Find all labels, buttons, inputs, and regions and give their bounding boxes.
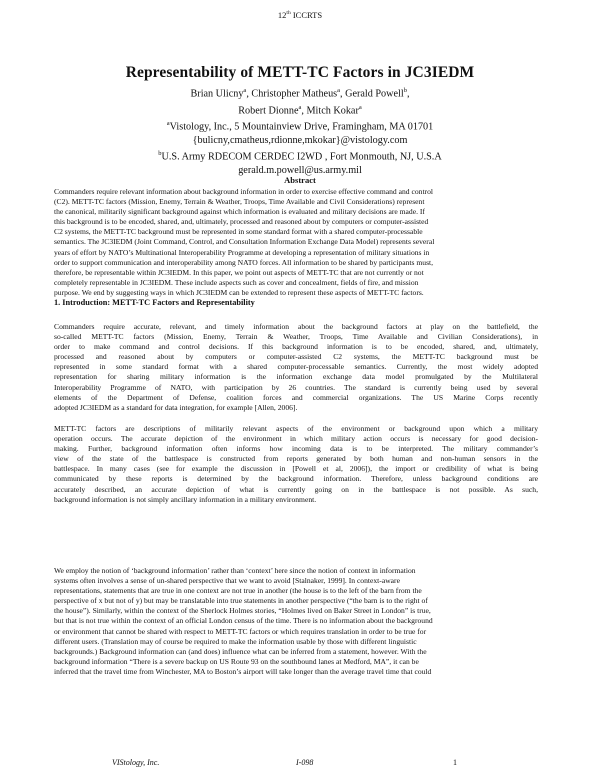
footer-paper-id: I-098: [296, 758, 314, 767]
affiliation-mark: a: [166, 120, 170, 128]
author-name: Christopher Matheus: [251, 88, 338, 100]
conference-name: ICCRTS: [290, 10, 323, 20]
section-heading: 1. Introduction: METT-TC Factors and Representability: [54, 298, 255, 307]
text-line: the canonical, militarily significant background against which information is evaluated and military decisions are made. If: [54, 207, 425, 217]
text-line: background information “There is a severe backup on US Route 93 on the southbound lanes at Medford, MA”, it can be: [54, 656, 419, 666]
body-paragraph: [54, 322, 538, 413]
affiliation-mark: b: [403, 87, 407, 94]
author-name: Robert Dionne: [238, 104, 299, 116]
body-paragraph: [54, 424, 538, 505]
text-line: communicated by these reports is determined by the background information. Therefore, unless background conditions are: [54, 474, 538, 484]
text-line: perspective of x but not of y) but may be translatable into true statements in another perspective (“the barn is to the right of: [54, 596, 428, 606]
text-line: purpose. We end by suggesting ways in which JC3IEDM can be extended to represent these aspects of METT-TC factors.: [54, 287, 424, 297]
text-line: semantics. The JC3IEDM (Joint Command, Control, and Consultation Information Exchange Data Model) represents several: [54, 237, 435, 247]
text-line: backgrounds.) Background information can (and does) influence what can be inferred from a statement, however. With the: [54, 646, 427, 656]
body-paragraph: [54, 566, 538, 677]
text-line: completely representable in JC3IEDM. These include aspects such as cover and concealment, fields of fire, and mission: [54, 277, 419, 287]
author-name: Gerald Powell: [345, 88, 404, 100]
text-line: battlespace. In many cases (see for example the discussion in [Powell et al, 2006]), the import or credibility of what is being: [54, 464, 538, 474]
affiliation-a: [0, 117, 600, 134]
affiliation-mark: b: [158, 149, 162, 157]
text-line: accurately described, an accurate depiction of what is currently going on in the battlespace is not possible. As such,: [54, 484, 538, 494]
author-line-2: Robert Dionne$^a$, Mitch Kokar$^a$: [238, 103, 362, 116]
text-line: (C2). METT-TC factors (Mission, Enemy, Terrain & Weather, Troops, Time Available and Civil Considerations) represent: [54, 197, 425, 207]
text-line: the house”). Similarly, within the context of the Sherlock Holmes stories, “Holmes lived on Baker Street in London” is true,: [54, 606, 431, 616]
text-line: making. Further, background information often informs how incoming data is to be interpreted. The military commander’s: [54, 444, 538, 454]
text-line: METT-TC factors are descriptions of militarily relevant aspects of the environment or background upon which a military: [54, 424, 538, 433]
text-line: representation for sharing military information is the information exchange data model promulgated by the Multilateral: [54, 372, 538, 382]
text-line: adopted JC3IEDM as a standard for data integration, for example [Allen, 2006].: [54, 402, 298, 412]
text-line: or environment that cannot be shared with respect to METT-TC factors or which requires translation in order to be true for: [54, 626, 427, 636]
text-line: operation occurs. The accurate depiction of the environment in which military action occurs is necessary for good decision-: [54, 434, 538, 444]
paper-title: Representability of METT-TC Factors in JC3IEDM: [125, 64, 475, 81]
affiliation-mark: a: [337, 87, 341, 94]
text-line: Interoperability Programme of NATO, with participation by 26 countries. The standard is currently being used by several: [54, 382, 538, 392]
author-name: Brian Ulicny: [190, 88, 244, 100]
text-line: Commanders require relevant information about background information in order to exercise effective command and control: [54, 187, 433, 196]
text-line: We employ the notion of ‘background information’ rather than ‘context’ here since the notion of context in information: [54, 566, 416, 575]
affiliation-text: U.S. Army RDECOM CERDEC I2WD , Fort Monmouth, NJ, U.S.A: [161, 151, 442, 163]
running-header: [0, 10, 600, 20]
text-line: inferred that the travel time from Winchester, MA to Boston’s airport will take longer than the average travel time that could: [54, 666, 432, 676]
page-number: 1: [453, 758, 457, 767]
text-line: systems often involves a sense of un-shared perspective that we want to avoid [Stalnaker, 1999]. In context-aware: [54, 576, 400, 586]
affiliation-b-email: gerald.m.powell@us.army.mil: [238, 164, 362, 176]
text-line: view of the state of the battlespace is constructed from reports generated by both human and non-human sensors in the: [54, 454, 538, 464]
text-line: but that is not true within the context of an official London census of the time. There is no information about the background: [54, 616, 433, 626]
text-line: this background is to be encoded, shared, and, ultimately, processed and reasoned about by computers or computer-assisted: [54, 217, 429, 227]
conference-number: 12: [277, 10, 287, 20]
author-line-1: Brian Ulicny$^a$, Christopher Matheus$^a$, Gerald Powell$^b$,: [190, 87, 410, 100]
text-line: processed and reasoned about by computers or computer-assisted C2 systems, the METT-TC background must be: [54, 352, 538, 362]
text-line: Commanders require accurate, relevant, and timely information about the background factors at play on the battlefield, the: [54, 322, 538, 331]
affiliation-b: [0, 147, 600, 164]
author-block: [0, 84, 600, 177]
text-line: therefore, be representable within JC3IEDM. In this paper, we point out aspects of METT-TC that are not currently or not: [54, 267, 424, 277]
conference-number-suffix: th: [286, 10, 291, 17]
text-line: represented in some standard format with a shared computer-processable semantics. Currently, the most widely adopted: [54, 362, 538, 372]
text-line: background information is not simply ancillary information in a military environment.: [54, 494, 317, 504]
abstract-body: [54, 187, 538, 298]
affiliation-mark: a: [243, 87, 247, 94]
affiliation-a-email: {bulicny,cmatheus,rdionne,mkokar}@vistology.com: [192, 134, 408, 146]
author-name: Mitch Kokar: [306, 104, 359, 116]
abstract-heading: Abstract: [284, 175, 316, 185]
affiliation-mark: a: [298, 103, 302, 111]
footer-organization: VIStology, Inc.: [112, 758, 160, 767]
text-line: representations, statements that are true in one context are not true in another (the house is to the left of the barn from the: [54, 586, 422, 596]
affiliation-text: Vistology, Inc., 5 Mountainview Drive, Framingham, MA 01701: [169, 121, 434, 133]
text-line: so-called METT-TC factors (Mission, Enemy, Terrain & Weather, Troops, Time Available and Civilian Considerations), in: [54, 332, 538, 342]
text-line: order to support communication and interoperability among NATO forces. All information to be shared by participants must,: [54, 257, 434, 267]
text-line: years of effort by NATO’s Multinational Interoperability Programme at developing a representation of military situations in: [54, 247, 430, 257]
text-line: C2 systems, the METT-TC background must be represented in some standard format with a shared computer-processable: [54, 227, 423, 237]
text-line: order to make command and control decisions. If this background information is to be encoded, shared, and, ultimately,: [54, 342, 538, 352]
affiliation-mark: a: [358, 103, 362, 111]
text-line: elements of the Department of Defense, coalition forces and commercial organizations. The US Marine Corps recently: [54, 392, 538, 402]
text-line: different users. (Translation may of course be required to make the information usable by those with different linguistic: [54, 636, 417, 646]
